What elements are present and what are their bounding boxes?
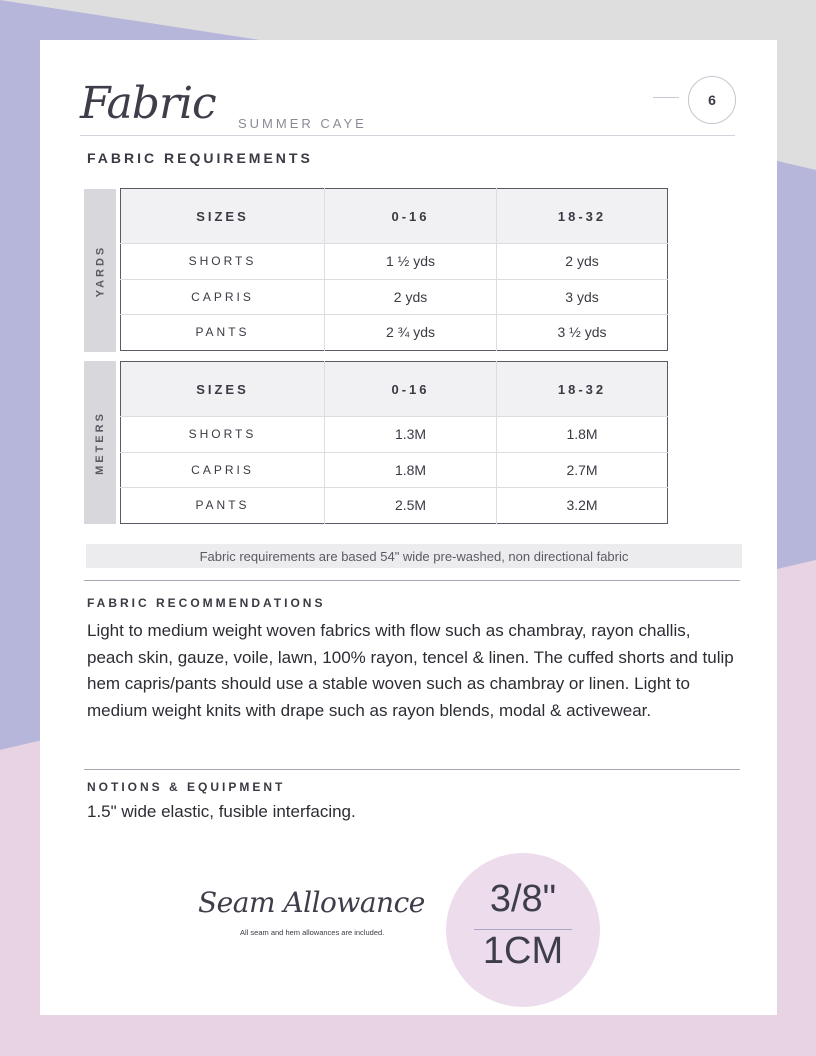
meters-side-tab	[84, 361, 116, 524]
cell-value: 3 yds	[497, 279, 668, 315]
seam-allowance-title: Seam Allowance	[198, 886, 425, 919]
row-label: CAPRIS	[121, 452, 325, 488]
table-header-row	[121, 362, 668, 417]
table-row	[121, 488, 668, 524]
table-row	[121, 452, 668, 488]
header-size-range-2: 18-32	[497, 362, 668, 417]
page-number-line	[653, 97, 679, 98]
requirements-note: Fabric requirements are based 54" wide pre-washed, non directional fabric	[86, 544, 742, 568]
cell-value: 2.7M	[497, 452, 668, 488]
table-header-row	[121, 189, 668, 244]
header-divider	[80, 135, 735, 136]
cell-value: 1.3M	[325, 417, 497, 453]
section-divider	[84, 769, 740, 770]
yards-side-tab	[84, 189, 116, 352]
seam-allowance-note: All seam and hem allowances are included.	[240, 928, 385, 937]
yards-side-label: YARDS	[94, 244, 106, 297]
header-size-range-1: 0-16	[325, 362, 497, 417]
fabric-requirements-heading: FABRIC REQUIREMENTS	[87, 150, 313, 166]
cell-value: 2.5M	[325, 488, 497, 524]
cell-value: 2 yds	[325, 279, 497, 315]
table-row	[121, 417, 668, 453]
row-label: PANTS	[121, 315, 325, 351]
section-divider	[84, 580, 740, 581]
pattern-page	[40, 40, 777, 1015]
meters-side-label: METERS	[94, 410, 106, 475]
header-sizes: SIZES	[121, 362, 325, 417]
fabric-recommendations-heading: FABRIC RECOMMENDATIONS	[87, 596, 326, 610]
cell-value: 1.8M	[497, 417, 668, 453]
meters-table	[120, 361, 668, 524]
table-row	[121, 315, 668, 351]
header-sizes: SIZES	[121, 189, 325, 244]
pattern-name: SUMMER CAYE	[238, 116, 367, 131]
row-label: SHORTS	[121, 244, 325, 280]
cell-value: 2 ¾ yds	[325, 315, 497, 351]
cell-value: 2 yds	[497, 244, 668, 280]
cell-value: 1.8M	[325, 452, 497, 488]
page-number: 6	[688, 76, 736, 124]
table-row	[121, 244, 668, 280]
header-size-range-1: 0-16	[325, 189, 497, 244]
page-title: Fabric	[80, 78, 216, 129]
notions-heading: NOTIONS & EQUIPMENT	[87, 780, 286, 794]
row-label: PANTS	[121, 488, 325, 524]
header-size-range-2: 18-32	[497, 189, 668, 244]
row-label: SHORTS	[121, 417, 325, 453]
row-label: CAPRIS	[121, 279, 325, 315]
seam-allowance-metric: 1CM	[482, 930, 564, 972]
seam-allowance-imperial: 3/8"	[489, 878, 557, 920]
yards-table	[120, 188, 668, 351]
fabric-recommendations-text: Light to medium weight woven fabrics with flow such as chambray, rayon challis, peach skin, gauze, voile, lawn, 100% rayon, tencel & linen. The cuffed shorts and tulip hem capris/pants should use a stable woven such as chambray or linen. Light to medium weight knits with drape such as rayon blends, modal & activewear.	[87, 621, 734, 720]
notions-text: 1.5" wide elastic, fusible interfacing.	[87, 802, 356, 821]
cell-value: 3 ½ yds	[557, 324, 607, 341]
cell-value: 1 ½ yds	[325, 244, 497, 280]
cell-value: 3.2M	[566, 497, 598, 514]
table-row	[121, 279, 668, 315]
